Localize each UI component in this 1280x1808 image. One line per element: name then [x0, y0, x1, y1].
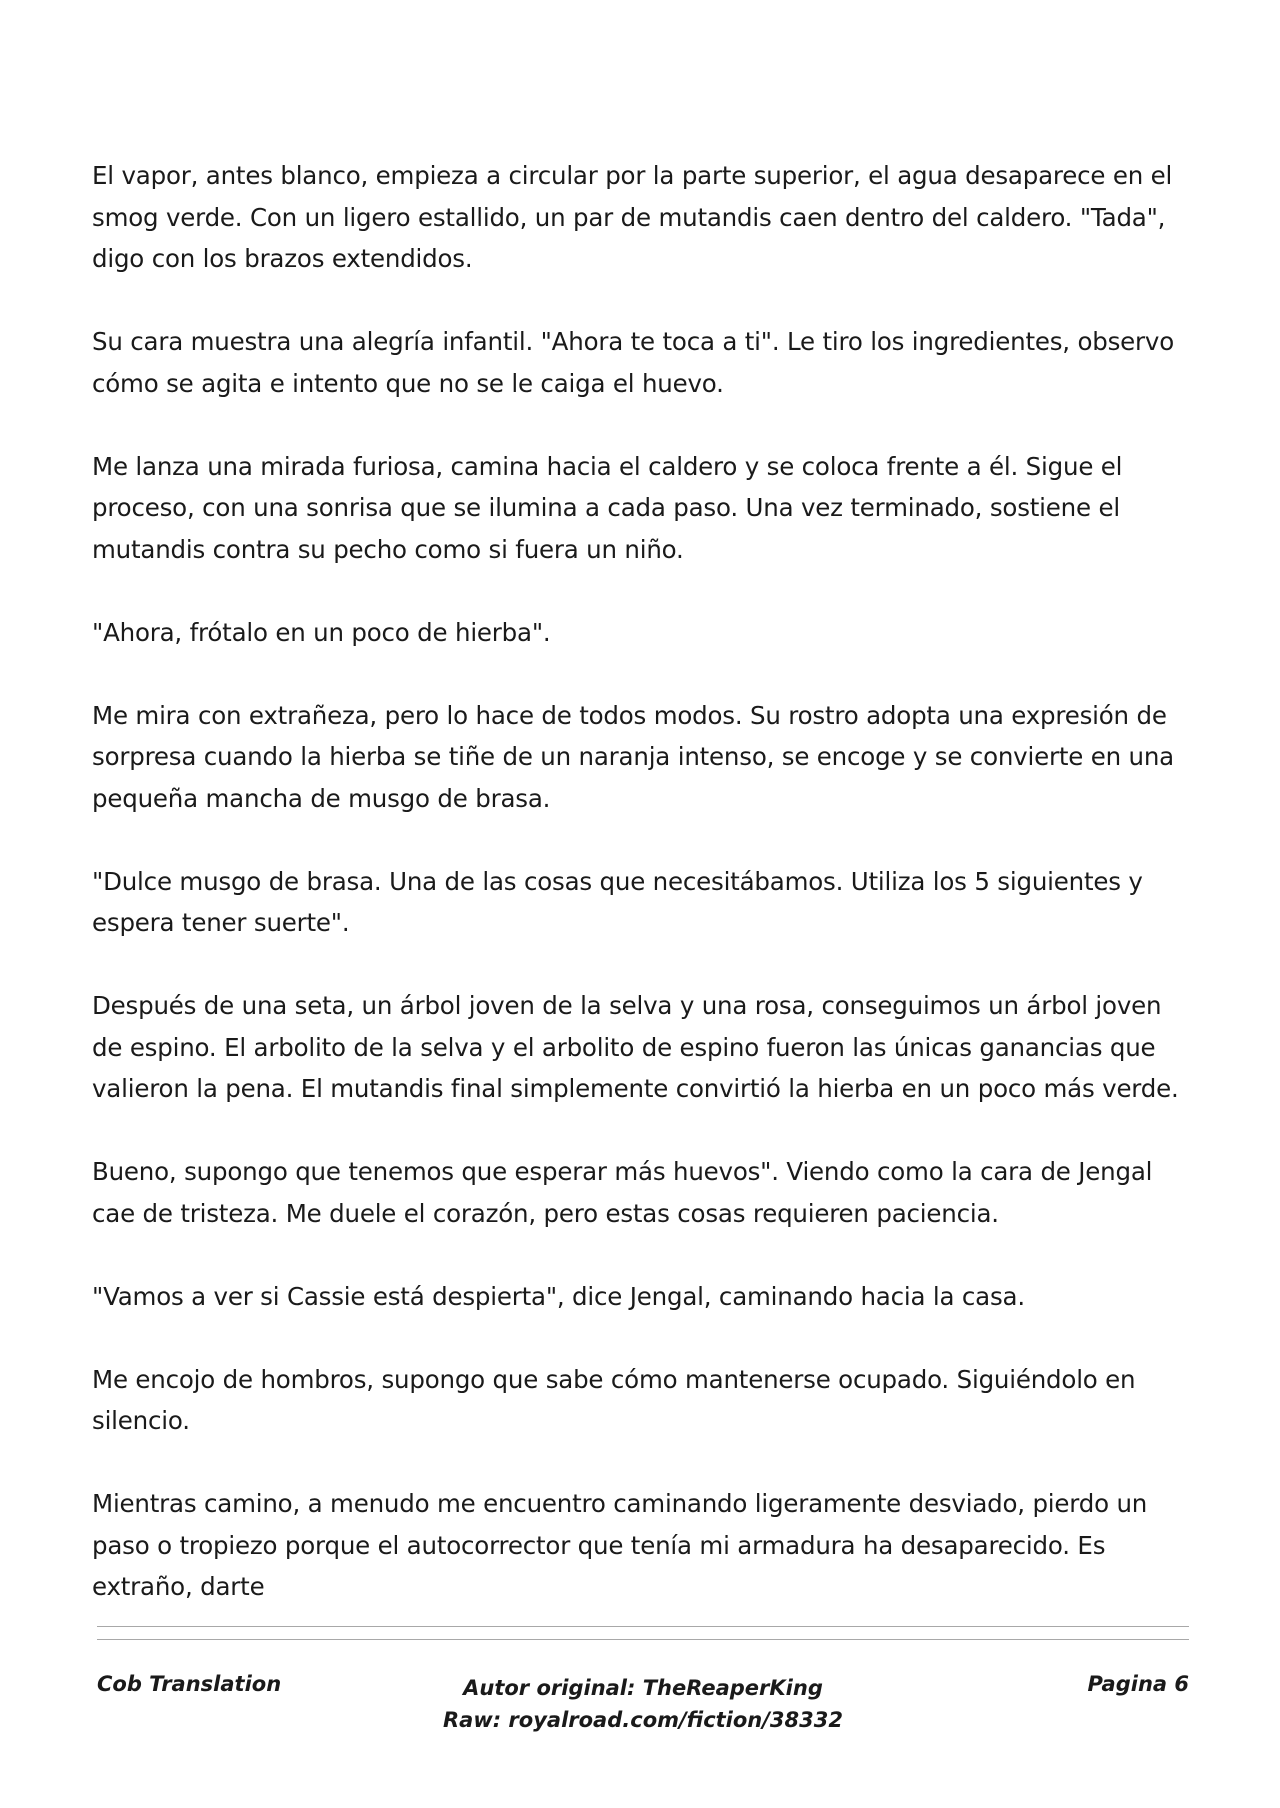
- page-body: [92, 155, 1192, 1649]
- paragraph: Me encojo de hombros, supongo que sabe cómo mantenerse ocupado. Siguiéndolo en silencio.: [92, 1364, 1136, 1435]
- footer-author: Autor original: TheReaperKing: [463, 1676, 823, 1700]
- page-footer: [97, 1672, 1189, 1752]
- paragraph: "Dulce musgo de brasa. Una de las cosas que necesitábamos. Utiliza los 5 siguientes y espera tener suerte".: [92, 866, 1143, 937]
- paragraph: El vapor, antes blanco, empieza a circular por la parte superior, el agua desaparece en el smog verde. Con un ligero estallido, un par de mutandis caen dentro del caldero. "Tada", digo con los brazos extendidos.: [92, 161, 1173, 273]
- paragraph: Su cara muestra una alegría infantil. "Ahora te toca a ti". Le tiro los ingredientes, observo cómo se agita e intento que no se le caiga el huevo.: [92, 327, 1174, 398]
- paragraph: "Vamos a ver si Cassie está despierta", dice Jengal, caminando hacia la casa.: [92, 1281, 1025, 1311]
- paragraph: Después de una seta, un árbol joven de la selva y una rosa, conseguimos un árbol joven de espino. El arbolito de la selva y el arbolito de espino fueron las únicas ganancias que valieron la pena. El mutandis final simplemente convirtió la hierba en un poco más verde.: [92, 991, 1179, 1103]
- footer-divider-bottom: [97, 1639, 1189, 1640]
- paragraph: Bueno, supongo que tenemos que esperar más huevos". Viendo como la cara de Jengal cae de tristeza. Me duele el corazón, pero estas cosas requieren paciencia.: [92, 1157, 1153, 1228]
- footer-source: Raw: royalroad.com/fiction/38332: [442, 1708, 843, 1732]
- footer-page-number: Pagina 6: [1087, 1672, 1189, 1696]
- footer-divider-top: [97, 1626, 1189, 1627]
- paragraph: Me lanza una mirada furiosa, camina hacia el caldero y se coloca frente a él. Sigue el proceso, con una sonrisa que se ilumina a cada paso. Una vez terminado, sostiene el mutandis contra su pecho como si fuera un niño.: [92, 451, 1123, 564]
- paragraph: Mientras camino, a menudo me encuentro caminando ligeramente desviado, pierdo un paso o tropiezo porque el autocorrector que tenía mi armadura ha desaparecido. Es extraño, darte: [92, 1489, 1148, 1601]
- footer-translator: Cob Translation: [97, 1672, 282, 1696]
- footer-credits: [97, 1672, 1189, 1736]
- paragraph: Me mira con extrañeza, pero lo hace de todos modos. Su rostro adopta una expresión de sorpresa cuando la hierba se tiñe de un naranja intenso, se encoge y se convierte en una pequeña mancha de musgo de brasa.: [92, 700, 1174, 813]
- paragraph: "Ahora, frótalo en un poco de hierba".: [92, 617, 551, 647]
